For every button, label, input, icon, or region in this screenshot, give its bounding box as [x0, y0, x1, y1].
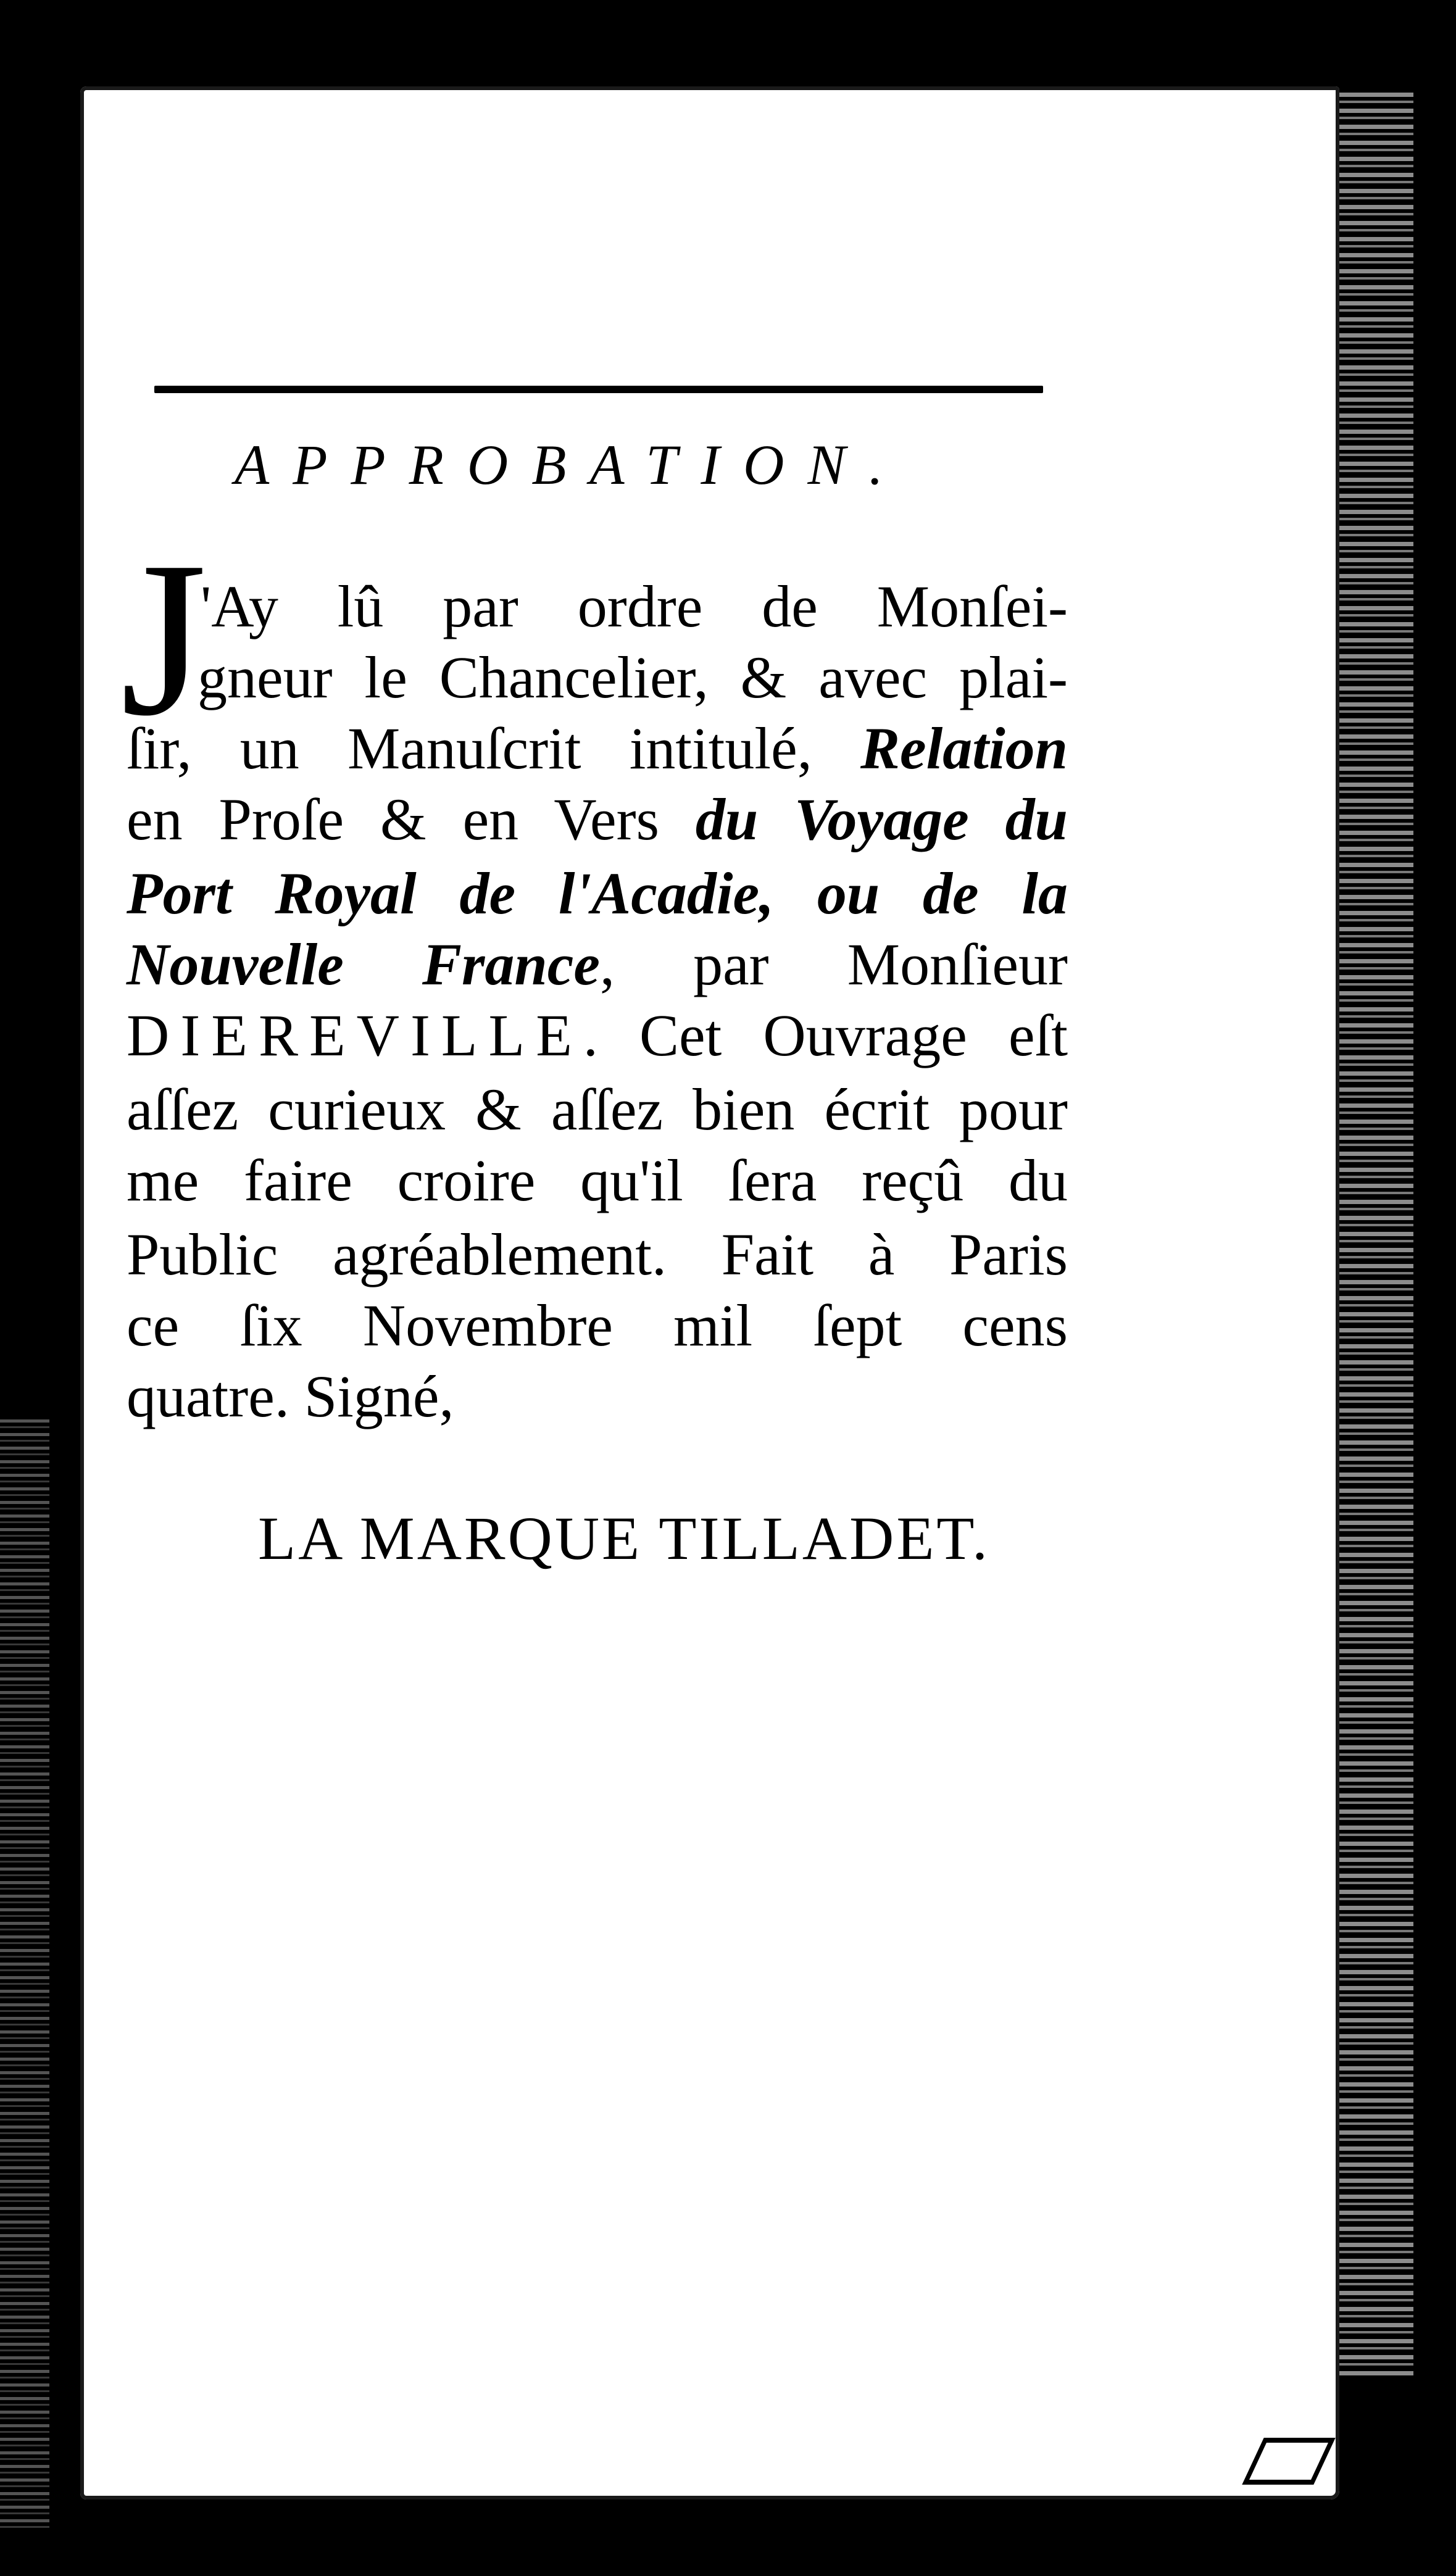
text-line-1: [201, 573, 1068, 639]
text-line-4-italic: du Voyage du: [695, 786, 1068, 852]
text-line-7: [127, 1002, 1068, 1068]
page-heading: APPROBATION.: [235, 433, 907, 496]
text-line-11-text: ce ſix Novembre mil ſept cens: [127, 1292, 1068, 1358]
text-line-9-text: me faire croire qu'il ſera reçû du: [127, 1147, 1068, 1213]
text-line-4: [127, 786, 1068, 852]
text-line-6-text: , par Monſieur: [599, 931, 1068, 997]
text-line-7-text: . Cet Ouvrage eſt: [583, 1002, 1068, 1068]
text-line-1-text: 'Ay lû par ordre de Monſei-: [201, 573, 1068, 639]
text-line-3-italic: Relation: [860, 715, 1068, 781]
signature: LA MARQUE TILLADET.: [258, 1504, 991, 1573]
text-line-5-italic: Port Royal de l'Acadie, ou de la: [127, 860, 1068, 926]
text-line-2: [198, 644, 1068, 710]
text-line-2-text: gneur le Chancelier, & avec plai-: [198, 644, 1068, 710]
drop-cap: J: [120, 515, 207, 762]
book-edge-right: [1333, 93, 1413, 2376]
text-line-11: [127, 1292, 1068, 1358]
text-line-8: [127, 1076, 1068, 1142]
text-line-9: [127, 1147, 1068, 1213]
text-line-5: [127, 860, 1068, 926]
text-line-10-text: Public agréablement. Fait à Paris: [127, 1221, 1068, 1287]
header-rule: [154, 386, 1043, 393]
text-line-10: [127, 1221, 1068, 1287]
text-line-3: [127, 715, 1068, 781]
book-edge-left: [0, 1419, 49, 2530]
text-line-6-italic: Nouvelle France: [127, 931, 600, 997]
text-line-8-text: aſſez curieux & aſſez bien écrit pour: [127, 1076, 1068, 1142]
text-line-12-text: quatre. Signé,: [127, 1363, 454, 1429]
text-line-12: [127, 1363, 454, 1429]
text-line-4-text: en Proſe & en Vers: [127, 786, 696, 852]
text-line-3-text: ſir, un Manuſcrit intitulé,: [127, 715, 860, 781]
text-line-7-smallcaps: DIEREVILLE: [127, 1002, 583, 1068]
text-line-6: [127, 931, 1068, 997]
